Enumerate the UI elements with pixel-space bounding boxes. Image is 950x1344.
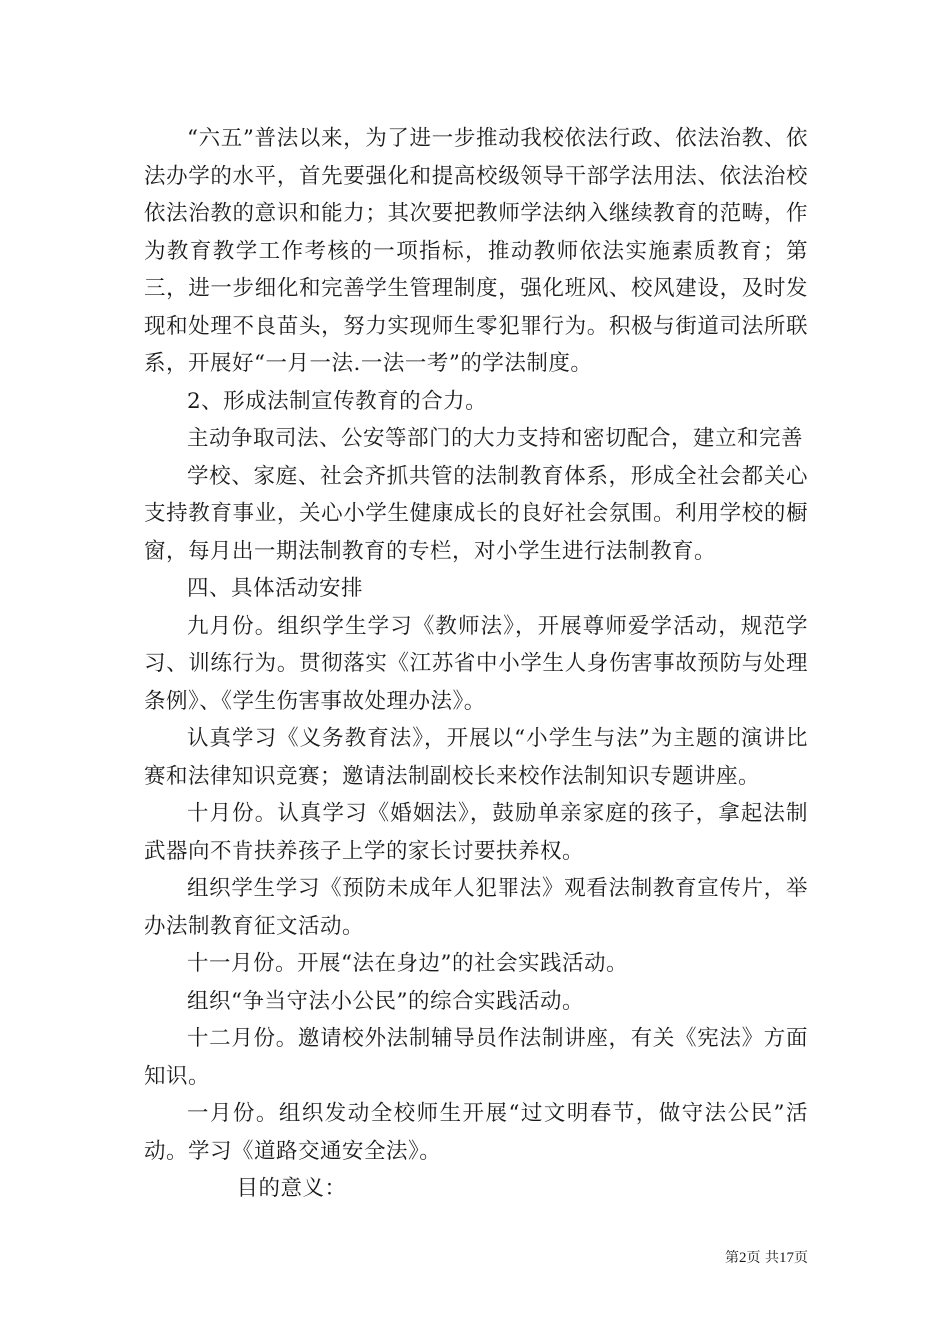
document-body bbox=[144, 120, 808, 1208]
footer-prefix: 第 bbox=[725, 1250, 740, 1266]
paragraph-education-system: 学校、家庭、社会齐抓共管的法制教育体系，形成全社会都关心支持教育事业，关心小学生健康成长的良好社会氛围。利用学校的橱窗，每月出一期法制教育的专栏，对小学生进行法制教育。 bbox=[144, 463, 808, 564]
paragraph-law-abiding-citizen: 组织“争当守法小公民”的综合实践活动。 bbox=[187, 988, 584, 1014]
paragraph-cooperation: 主动争取司法、公安等部门的大力支持和密切配合，建立和完善 bbox=[187, 426, 804, 451]
section-heading-synergy: 2、形成法制宣传教育的合力。 bbox=[187, 388, 488, 414]
section-heading-activities: 四、具体活动安排 bbox=[187, 576, 364, 601]
page-number-footer bbox=[725, 1247, 808, 1267]
current-page-number: 2 bbox=[739, 1250, 747, 1266]
footer-middle: 页 共 bbox=[746, 1250, 779, 1266]
paragraph-september: 九月份。组织学生学习《教师法》，开展尊师爱学活动，规范学习、训练行为。贯彻落实《江苏省中小学生人身伤害事故预防与处理条例》、《学生伤害事故处理办法》。 bbox=[144, 613, 808, 714]
paragraph-november: 十一月份。开展“法在身边”的社会实践活动。 bbox=[187, 951, 628, 976]
paragraph-legal-education-goals: “六五”普法以来，为了进一步推动我校依法行政、依法治教、依法办学的水平，首先要强化和提高校级领导干部学法用法、依法治校依法治教的意识和能力；其次要把教师学法纳入继续教育的范畴，作为教育教学工作考核的一项指标，推动教师依法实施素质教育；第三，进一步细化和完善学生管理制度，强化班风、校风建设，及时发现和处理不良苗头，努力实现师生零犯罪行为。积极与街道司法所联系，开展好“一月一法.一法一考”的学法制度。 bbox=[144, 126, 808, 376]
paragraph-december: 十二月份。邀请校外法制辅导员作法制讲座，有关《宪法》方面知识。 bbox=[144, 1026, 808, 1089]
paragraph-juvenile-crime-law: 组织学生学习《预防未成年人犯罪法》观看法制教育宣传片，举办法制教育征文活动。 bbox=[144, 876, 808, 939]
paragraph-october: 十月份。认真学习《婚姻法》，鼓励单亲家庭的孩子，拿起法制武器向不肯扶养孩子上学的家长讨要扶养权。 bbox=[144, 801, 808, 864]
section-heading-purpose: 目的意义： bbox=[236, 1176, 347, 1201]
total-pages-number: 17 bbox=[779, 1250, 794, 1266]
footer-suffix: 页 bbox=[794, 1250, 808, 1266]
paragraph-january: 一月份。组织发动全校师生开展“过文明春节，做守法公民”活动。学习《道路交通安全法》。 bbox=[144, 1101, 808, 1164]
paragraph-compulsory-education-law: 认真学习《义务教育法》，开展以“小学生与法”为主题的演讲比赛和法律知识竞赛；邀请法制副校长来校作法制知识专题讲座。 bbox=[144, 726, 808, 789]
